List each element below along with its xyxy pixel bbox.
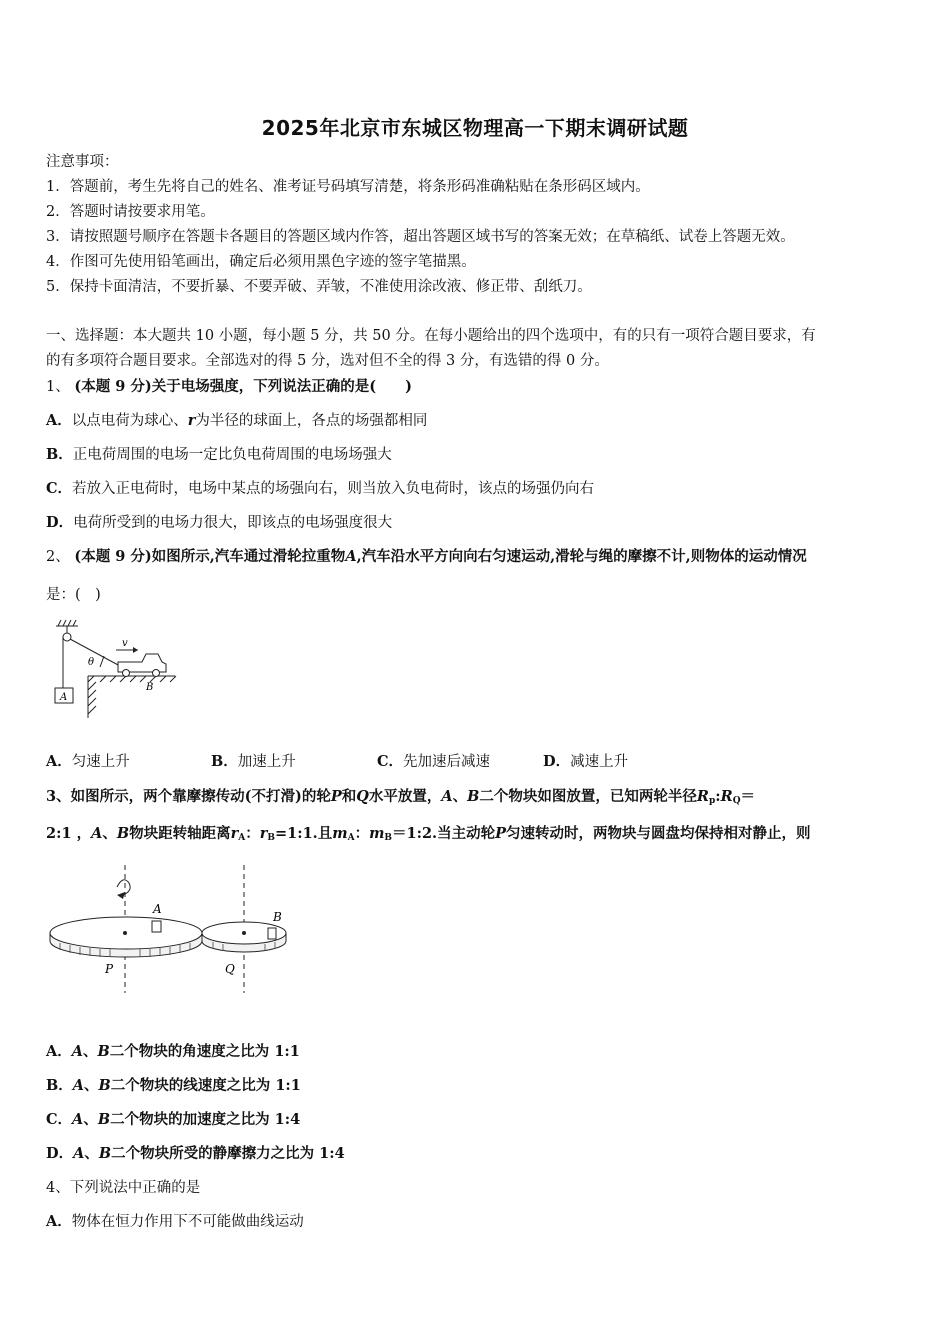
- q3-var: r: [230, 825, 239, 842]
- q3-var: A: [441, 788, 453, 805]
- pulley-wheel: [63, 633, 71, 641]
- notice-item-2: 2．答题时请按要求用笔。: [46, 204, 215, 220]
- block-a-label: A: [153, 902, 162, 916]
- question-2-stem-continued: 是：( ): [46, 587, 101, 603]
- block-b-label: B: [273, 910, 282, 924]
- option-label: B．: [211, 753, 238, 770]
- notice-item-5: 5．保持卡面清洁，不要折暴、不要弄破、弄皱，不准使用涂改液、修正带、刮纸刀。: [46, 279, 592, 295]
- question-3-stem-line-2: [46, 824, 811, 848]
- question-2-text: ,汽车沿水平方向向右匀速运动,滑轮与绳的摩擦不计,则物体的运动情况: [356, 548, 807, 565]
- q3-text: ＝: [740, 788, 756, 805]
- q3-var: B: [467, 788, 480, 805]
- velocity-arrowhead: [133, 647, 138, 653]
- option-var: B: [97, 1111, 111, 1128]
- page-title: 2025年北京市东城区物理高一下期末调研试题: [261, 116, 689, 140]
- question-2-option-b: [211, 752, 296, 772]
- option-text: 二个物块所受的静摩擦力之比为 1:4: [111, 1145, 345, 1162]
- option-label: A．: [46, 1213, 72, 1230]
- angle-arc: [100, 656, 104, 667]
- option-text: 先加速后减速: [403, 754, 491, 770]
- q3-text: ＝1:2.当主动轮: [392, 825, 496, 842]
- notice-heading: 注意事项：: [46, 154, 119, 170]
- option-label: C．: [46, 1111, 73, 1128]
- question-3-stem-line-1: [46, 787, 755, 811]
- option-var: B: [97, 1043, 110, 1060]
- q3-text: :: [715, 788, 721, 805]
- question-3-option-b: [46, 1076, 301, 1096]
- q3-text: 水平放置，: [368, 788, 442, 805]
- q3-text: 、: [452, 788, 468, 805]
- option-text: 、: [84, 1145, 99, 1162]
- option-text: 物体在恒力作用下不可能做曲线运动: [71, 1214, 304, 1230]
- question-1-option-b: [46, 445, 392, 465]
- option-text: 二个物块的角速度之比为 1:1: [109, 1043, 300, 1060]
- option-label: B．: [46, 446, 73, 463]
- q3-var: P: [330, 788, 342, 805]
- q3-text: ：: [354, 825, 370, 842]
- question-3-option-d: [46, 1144, 345, 1164]
- question-2-variable: A: [345, 548, 357, 565]
- q3-var: R: [696, 788, 709, 805]
- option-variable: r: [187, 412, 196, 429]
- q3-text: 物块距转轴距离: [129, 825, 231, 842]
- question-2-option-a: [46, 752, 130, 772]
- ground-wall: [88, 676, 176, 718]
- weight-label: A: [60, 692, 68, 703]
- q3-sub: Q: [732, 796, 741, 806]
- question-1-option-d: [46, 513, 392, 533]
- question-1-text: 关于电场强度，下列说法正确的是( ): [151, 378, 412, 395]
- question-1-number: 1、: [46, 379, 70, 395]
- friction-wheels-figure: [45, 865, 305, 995]
- question-2-option-d: [543, 752, 628, 772]
- wheel-p-label: P: [105, 962, 114, 976]
- option-text: 、: [83, 1111, 98, 1128]
- question-2-option-c: [377, 752, 490, 772]
- q3-text: 二个物块如图放置，已知两轮半径: [479, 788, 697, 805]
- q3-text: 、: [102, 825, 117, 842]
- ceiling-hatch: [56, 620, 78, 634]
- q3-sub: A: [347, 833, 355, 843]
- option-label: C．: [377, 753, 404, 770]
- pulley-car-figure: [50, 620, 180, 720]
- q3-text: 和: [341, 788, 357, 805]
- notice-item-4: 4．作图可先使用铅笔画出，确定后必须用黑色字迹的签字笔描黑。: [46, 254, 476, 270]
- option-text: 若放入正电荷时，电场中某点的场强向右，则当放入负电荷时，该点的场强仍向右: [72, 481, 595, 497]
- question-3-number: 3、: [46, 788, 71, 805]
- question-1-stem: [46, 377, 412, 397]
- question-1-score: (本题 9 分): [74, 378, 152, 395]
- option-text: 、: [84, 1077, 99, 1094]
- option-text: 电荷所受到的电场力很大，即该点的电场强度很大: [73, 515, 393, 531]
- question-2-number: 2、: [46, 549, 70, 565]
- block-a: [152, 921, 161, 932]
- option-text: 匀速上升: [71, 754, 130, 770]
- q3-text: 如图所示，两个靠摩擦传动(不打滑)的轮: [70, 788, 331, 805]
- q3-text: =1:1.且: [275, 825, 333, 842]
- q3-var: B: [116, 825, 130, 842]
- option-text: 、: [83, 1043, 98, 1060]
- section-heading-line-2: 的有多项符合题目要求。全部选对的得 5 分，选对但不全的得 3 分，有选错的得 0 分。: [46, 353, 609, 369]
- option-label: D．: [543, 753, 571, 770]
- notice-item-3: 3．请按照题号顺序在答题卡各题目的答题区域内作答，超出答题区域书写的答案无效；在草稿纸、试卷上答题无效。: [46, 229, 795, 245]
- q3-var: P: [495, 825, 507, 842]
- wheel-q-label: Q: [225, 962, 235, 976]
- q3-text: ：: [245, 825, 260, 842]
- question-2-score: (本题 9 分): [74, 548, 152, 565]
- option-var: B: [98, 1077, 111, 1094]
- notice-item-1: 1．答题前，考生先将自己的姓名、准考证号码填写清楚，将条形码准确粘贴在条形码区域内。: [46, 179, 650, 195]
- q3-text: 匀速转动时，两物块与圆盘均保持相对静止，则: [506, 825, 811, 842]
- car-wheel-rear: [153, 670, 160, 677]
- option-text: 二个物块的加速度之比为 1:4: [110, 1111, 301, 1128]
- option-text: 为半径的球面上，各点的场强都相同: [195, 413, 428, 429]
- q3-var: A: [91, 825, 103, 842]
- option-var: A: [72, 1111, 84, 1128]
- option-label: D．: [46, 514, 74, 531]
- q3-text: 2:1 ，: [46, 825, 92, 842]
- q3-sub: p: [708, 796, 716, 806]
- question-1-option-c: [46, 479, 594, 499]
- rotation-arrowhead: [117, 892, 125, 899]
- option-text: 以点电荷为球心、: [71, 413, 188, 429]
- option-text: 正电荷周围的电场一定比负电荷周围的电场场强大: [72, 447, 392, 463]
- rope-slant: [70, 639, 120, 666]
- q3-sub: A: [238, 833, 246, 843]
- question-2-text: 如图所示,汽车通过滑轮拉重物: [151, 548, 346, 565]
- question-2-stem: [46, 547, 807, 567]
- section-heading-line-1: 一、选择题：本大题共 10 小题，每小题 5 分，共 50 分。在每小题给出的四个选项中，有的只有一项符合题目要求，有: [46, 328, 816, 344]
- q3-var: R: [720, 788, 733, 805]
- option-text: 二个物块的线速度之比为 1:1: [110, 1077, 301, 1094]
- option-var: A: [72, 1077, 85, 1094]
- question-4-stem: 4、下列说法中正确的是: [46, 1180, 201, 1196]
- q3-sub: B: [384, 833, 393, 843]
- q3-var: m: [332, 825, 348, 842]
- velocity-label: v: [122, 638, 128, 649]
- disc-p: [50, 917, 202, 957]
- block-b: [268, 928, 276, 939]
- option-var: A: [71, 1043, 84, 1060]
- question-4-option-a: [46, 1212, 304, 1232]
- option-label: A．: [46, 753, 72, 770]
- option-label: D．: [46, 1145, 74, 1162]
- option-label: A．: [46, 1043, 72, 1060]
- option-label: C．: [46, 480, 73, 497]
- question-1-option-a: [46, 411, 427, 431]
- car-wheel-front: [123, 670, 130, 677]
- q3-var: m: [369, 825, 385, 842]
- option-var: A: [73, 1145, 85, 1162]
- question-3-option-c: [46, 1110, 300, 1130]
- option-label: B．: [46, 1077, 73, 1094]
- option-label: A．: [46, 412, 72, 429]
- option-text: 加速上升: [237, 754, 296, 770]
- point-b-label: B: [146, 682, 154, 693]
- q3-var: Q: [356, 788, 369, 805]
- q3-sub: B: [267, 833, 275, 843]
- option-text: 减速上升: [570, 754, 629, 770]
- angle-label: θ: [88, 657, 95, 668]
- question-3-option-a: [46, 1042, 300, 1062]
- option-var: B: [98, 1145, 112, 1162]
- q3-var: r: [259, 825, 268, 842]
